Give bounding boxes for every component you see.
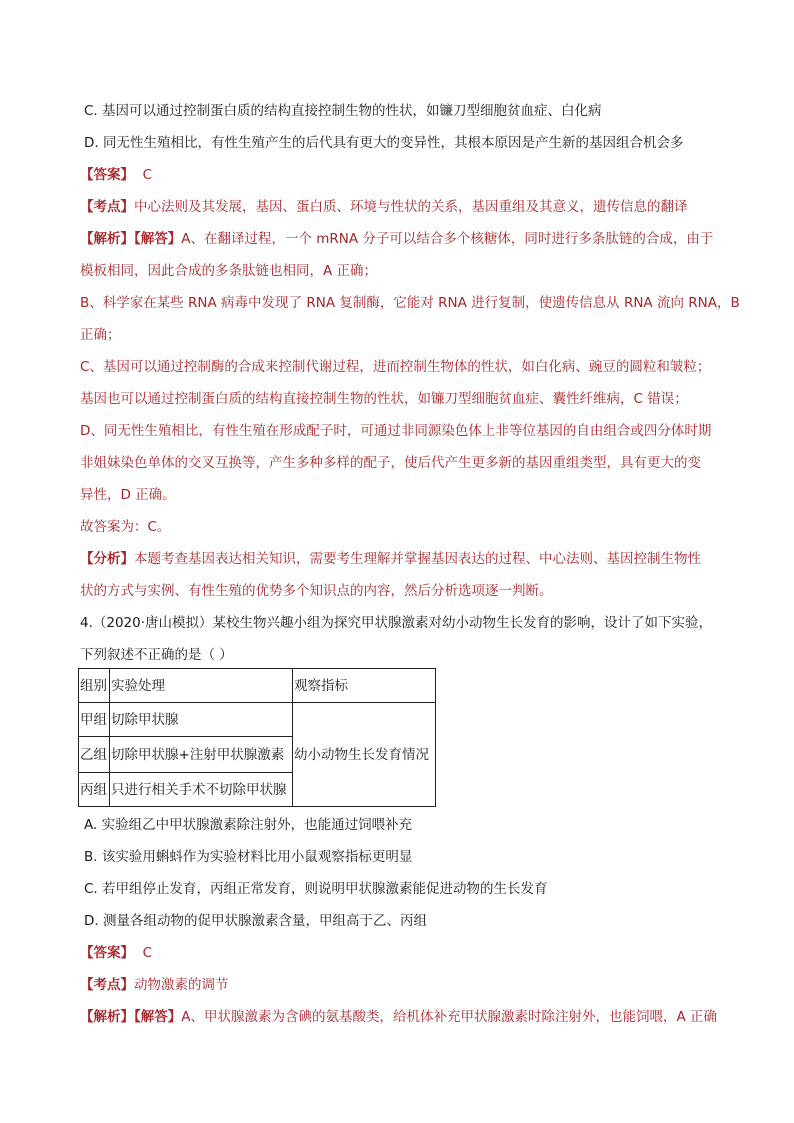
- q4-option-b: B. 该实验用蝌蚪作为实验材料比用小鼠观察指标更明显: [84, 849, 413, 865]
- experiment-table: [78, 668, 436, 807]
- q3-option-c: C. 基因可以通过控制蛋白质的结构直接控制生物的性状，如镰刀型细胞贫血症、白化病: [84, 103, 602, 119]
- answer-tag: 【答案】: [80, 945, 134, 961]
- q3-answer-line: [80, 165, 720, 185]
- q3-fenxi-line-1: [80, 549, 720, 569]
- table-cell-group: 乙组: [79, 737, 110, 773]
- q4-option-d: D. 测量各组动物的促甲状腺激素含量，甲组高于乙、丙组: [84, 913, 427, 929]
- q4-stem-1: 4.（2020·唐山模拟）某校生物兴趣小组为探究甲状腺激素对幼小动物生长发育的影响，设计了如下实验，: [80, 615, 713, 631]
- q3-option-d: D. 同无性生殖相比，有性生殖产生的后代具有更大的变异性，其根本原因是产生新的基因组合机会多: [84, 135, 684, 151]
- kaodian-tag: 【考点】: [80, 199, 134, 215]
- table-header-row: [79, 669, 436, 703]
- q4-option-c: C. 若甲组停止发育，丙组正常发育，则说明甲状腺激素能促进动物的生长发育: [84, 881, 548, 897]
- table-cell-treatment: 切除甲状腺+注射甲状腺激素: [110, 737, 293, 773]
- fenxi-tag: 【分析】: [80, 551, 134, 567]
- table-cell-group: 甲组: [79, 703, 110, 737]
- jiexi-text: A、在翻译过程，一个 mRNA 分子可以结合多个核糖体，同时进行多条肽链的合成，由于: [181, 231, 714, 247]
- q3-jiexi-d-1: D、同无性生殖相比，有性生殖在形成配子时，可通过非同源染色体上非等位基因的自由组合或四分体时期: [80, 423, 712, 439]
- table-cell-treatment: 切除甲状腺: [110, 703, 293, 737]
- q3-fenxi-line-2: 状的方式与实例、有性生殖的优势多个知识点的内容，然后分析选项逐一判断。: [80, 583, 553, 599]
- q3-jiexi-b-2: 正确；: [80, 327, 121, 343]
- kaodian-tag: 【考点】: [80, 977, 134, 993]
- kaodian-text: 中心法则及其发展，基因、蛋白质、环境与性状的关系，基因重组及其意义，遗传信息的翻译: [134, 199, 688, 215]
- q4-kaodian-line: [80, 975, 720, 995]
- table-cell-group: 丙组: [79, 773, 110, 807]
- q3-jiexi-d-3: 异性，D 正确。: [80, 487, 176, 503]
- jiexi-tag: 【解析】【解答】: [80, 231, 182, 247]
- jiexi-tag: 【解析】【解答】: [80, 1009, 182, 1025]
- q4-answer-line: [80, 943, 720, 963]
- q4-jiexi-line-1: [80, 1007, 720, 1027]
- answer-value: C: [142, 167, 153, 183]
- jiexi-text: A、甲状腺激素为含碘的氨基酸类，给机体补充甲状腺激素时除注射外，也能饲喂，A 正确: [181, 1009, 718, 1025]
- q3-jiexi-c-2: 基因也可以通过控制蛋白质的结构直接控制生物的性状，如镰刀型细胞贫血症、囊性纤维病，C 错误；: [80, 391, 688, 407]
- q3-jiexi-a-2: 模板相同，因此合成的多条肽链也相同，A 正确；: [80, 263, 378, 279]
- table-header-cell: 观察指标: [293, 669, 436, 703]
- q4-stem-2: 下列叙述不正确的是（ ）: [80, 647, 233, 663]
- answer-value: C: [142, 945, 153, 961]
- table-header-cell: 实验处理: [110, 669, 293, 703]
- q3-jiexi-line-1: [80, 229, 720, 249]
- table-row: [79, 703, 436, 737]
- kaodian-text: 动物激素的调节: [134, 977, 229, 993]
- table-header-cell: 组别: [79, 669, 110, 703]
- fenxi-text: 本题考查基因表达相关知识，需要考生理解并掌握基因表达的过程、中心法则、基因控制生物性: [134, 551, 701, 567]
- q4-option-a: A. 实验组乙中甲状腺激素除注射外，也能通过饲喂补充: [84, 817, 413, 833]
- answer-tag: 【答案】: [80, 167, 134, 183]
- q3-jiexi-c-1: C、基因可以通过控制酶的合成来控制代谢过程，进而控制生物体的性状，如白化病、豌豆的圆粒和皱粒；: [80, 359, 711, 375]
- table-cell-treatment: 只进行相关手术不切除甲状腺: [110, 773, 293, 807]
- q3-kaodian-line: [80, 197, 720, 217]
- q3-jiexi-b-1: B、科学家在某些 RNA 病毒中发现了 RNA 复制酶，它能对 RNA 进行复制，使遗传信息从 RNA 流向 RNA，B: [80, 295, 740, 311]
- q3-jiexi-d-2: 非姐妹染色单体的交叉互换等，产生多种多样的配子，使后代产生更多新的基因重组类型，具有更大的变: [80, 455, 701, 471]
- q3-conclusion: 故答案为：C。: [80, 519, 171, 535]
- table-cell-indicator: 幼小动物生长发育情况: [293, 703, 436, 807]
